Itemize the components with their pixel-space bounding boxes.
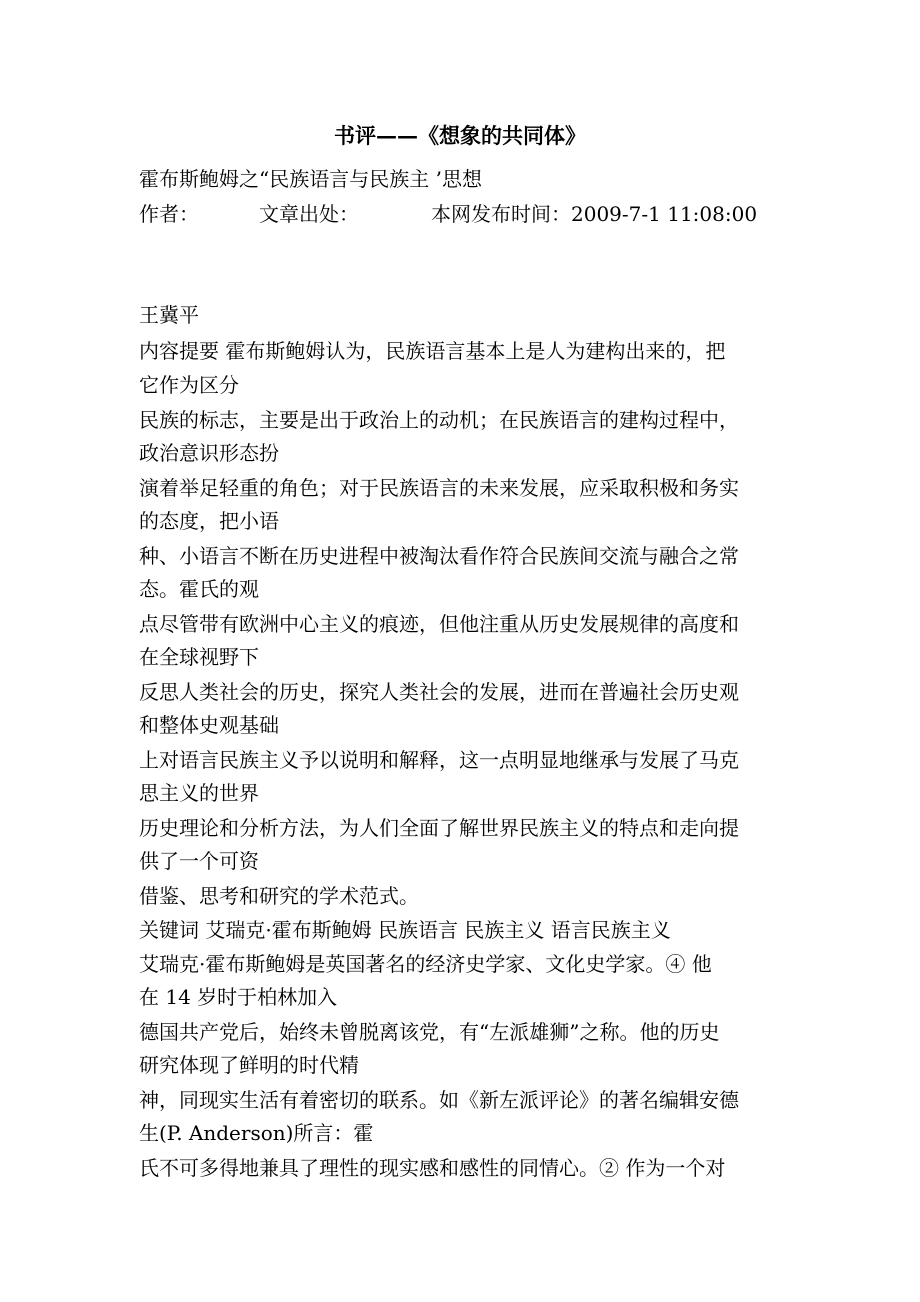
body-line: 和整体史观基础 xyxy=(139,713,279,737)
body-line: 思主义的世界 xyxy=(139,781,259,805)
body-line: 反思人类社会的历史，探究人类社会的发展，进而在普遍社会历史观 xyxy=(139,680,739,704)
body-line: 在全球视野下 xyxy=(139,645,259,669)
body-line: 德国共产党后，始终未曾脱离该党，有“左派雄狮”之称。他的历史 xyxy=(139,1020,720,1044)
body-line: 历史理论和分析方法，为人们全面了解世界民族主义的特点和走向提 xyxy=(139,816,739,840)
body-line: 它作为区分 xyxy=(139,373,239,397)
body-line: 生(P. Anderson)所言：霍 xyxy=(139,1121,374,1145)
article-meta xyxy=(139,199,819,229)
body-line: 演着举足轻重的角色；对于民族语言的未来发展，应采取积极和务实 xyxy=(139,476,739,500)
body-line: 点尽管带有欧洲中心主义的痕迹，但他注重从历史发展规律的高度和 xyxy=(139,612,739,636)
body-line: 神，同现实生活有着密切的联系。如《新左派评论》的著名编辑安德 xyxy=(139,1088,739,1112)
body-line: 种、小语言不断在历史进程中被淘汰看作符合民族间交流与融合之常 xyxy=(139,544,739,568)
body-line: 研究体现了鲜明的时代精 xyxy=(139,1053,359,1077)
body-line: 民族的标志，主要是出于政治上的动机；在民族语言的建构过程中， xyxy=(139,408,739,432)
body-line: 的态度，把小语 xyxy=(139,509,279,533)
body-line: 氏不可多得地兼具了理性的现实感和感性的同情心。② 作为一个对 xyxy=(139,1156,726,1180)
body-line: 内容提要 霍布斯鲍姆认为，民族语言基本上是人为建构出来的，把 xyxy=(139,339,726,363)
body-line: 态。霍氏的观 xyxy=(139,577,259,601)
author-label: 作者： xyxy=(139,202,199,226)
body-line: 上对语言民族主义予以说明和解释，这一点明显地继承与发展了马克 xyxy=(139,748,739,772)
author-name: 王冀平 xyxy=(139,303,199,327)
body-line: 借鉴、思考和研究的学术范式。 xyxy=(139,884,419,908)
publish-time: 本网发布时间：2009-7-1 11:08:00 xyxy=(431,202,758,226)
body-line: 艾瑞克·霍布斯鲍姆是英国著名的经济史学家、文化史学家。④ 他 xyxy=(139,952,712,976)
document-subtitle: 霍布斯鲍姆之“民族语言与民族主 ’思想 xyxy=(139,167,482,191)
body-line: 供了一个可资 xyxy=(139,849,259,873)
body-line: 政治意识形态扮 xyxy=(139,441,279,465)
body-line: 在 14 岁时于柏林加入 xyxy=(139,985,338,1009)
source-label: 文章出处： xyxy=(259,202,359,226)
document-title: 书评——《想象的共同体》 xyxy=(334,123,586,148)
keywords-line: 关键词 艾瑞克·霍布斯鲍姆 民族语言 民族主义 语言民族主义 xyxy=(139,918,671,942)
